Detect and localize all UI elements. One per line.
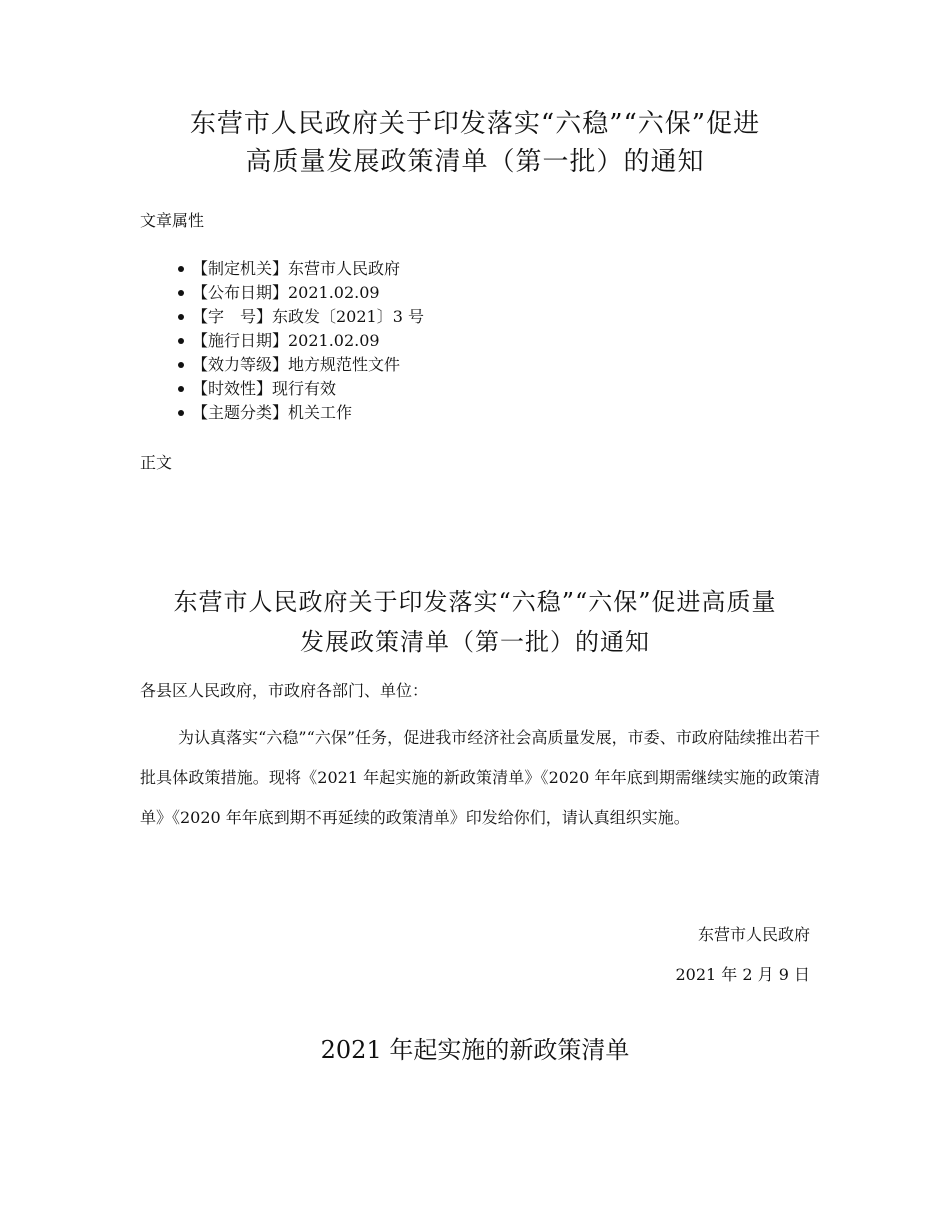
attributes-list [176, 257, 424, 425]
attribute-document-number: 【字 号】东政发〔2021〕3 号 [176, 305, 424, 329]
body-label: 正文 [140, 453, 173, 472]
document-title-line-1: 东营市人民政府关于印发落实“六稳”“六保”促进 [189, 109, 761, 139]
attribute-topic: 【主题分类】机关工作 [176, 401, 424, 425]
notice-title [100, 582, 850, 662]
body-paragraph: 为认真落实“六稳”“六保”任务，促进我市经济社会高质量发展，市委、市政府陆续推出若干批具体政策措施。现将《2021 年起实施的新政策清单》《2020 年年底到期需继续实施的政策清单》《2020 年年底到期不再延续的政策清单》印发给你们，请认真组织实施。 [140, 728, 820, 827]
attributes-label: 文章属性 [140, 211, 205, 230]
signer: 东营市人民政府 [697, 925, 810, 944]
attribute-validity: 【时效性】现行有效 [176, 377, 424, 401]
attribute-publish-date: 【公布日期】2021.02.09 [176, 281, 424, 305]
signing-date: 2021 年 2 月 9 日 [675, 965, 810, 984]
notice-title-line-2: 发展政策清单（第一批）的通知 [300, 628, 650, 656]
attribute-legal-level: 【效力等级】地方规范性文件 [176, 353, 424, 377]
notice-title-line-1: 东营市人民政府关于印发落实“六稳”“六保”促进高质量 [173, 588, 777, 616]
attribute-effective-date: 【施行日期】2021.02.09 [176, 329, 424, 353]
section-heading: 2021 年起实施的新政策清单 [320, 1036, 630, 1064]
salutation: 各县区人民政府，市政府各部门、单位： [140, 681, 429, 700]
document-title-line-2: 高质量发展政策清单（第一批）的通知 [245, 147, 705, 177]
document-title [100, 105, 850, 181]
attribute-issuing-authority: 【制定机关】东营市人民政府 [176, 257, 424, 281]
